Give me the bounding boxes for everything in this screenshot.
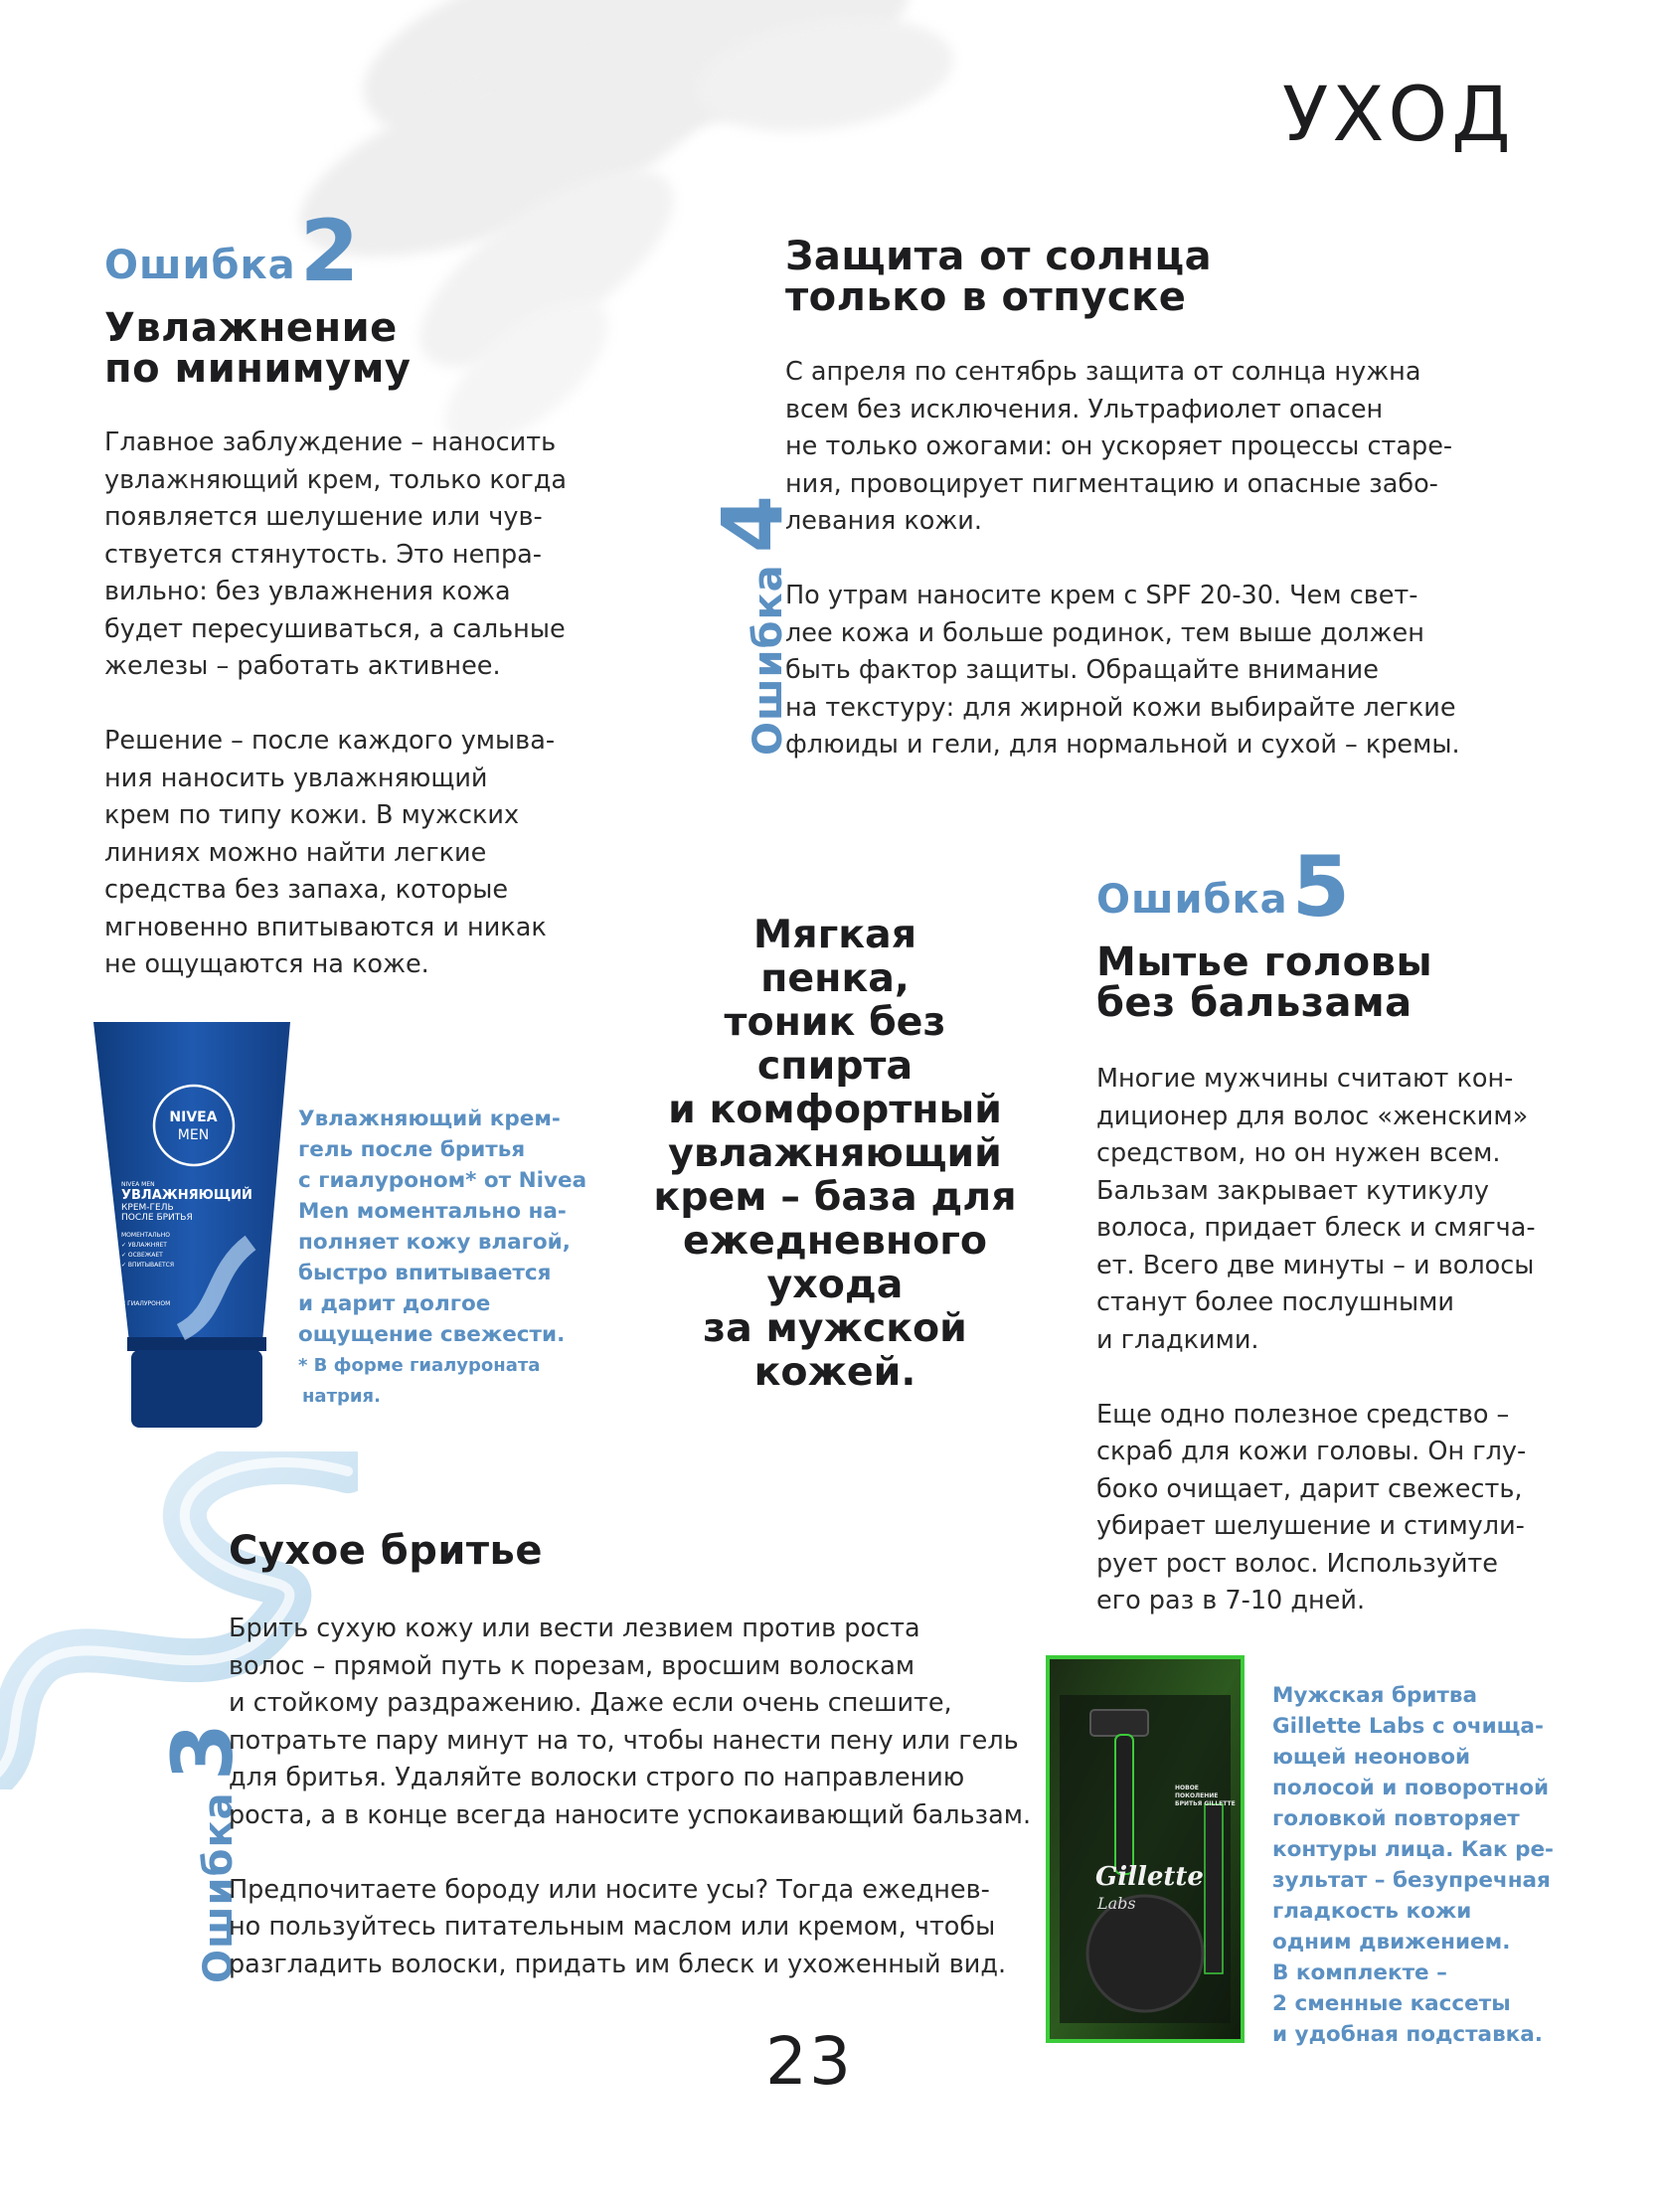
nivea-label-text: NIVEA MEN УВЛАЖНЯЮЩИЙ КРЕМ-ГЕЛЬ ПОСЛЕ БРИТЬЯ МОМЕНТАЛЬНО ✓ УВЛАЖНЯЕТ ✓ ОСВЕЖАЕТ ✓ ВПИТЫВАЕТСЯ С ГИАЛУРОНОМ — [121, 1181, 252, 1307]
mistake-4-heading: Защита от солнца только в отпуске — [785, 234, 1213, 320]
mistake-4-paragraph: С апреля по сентябрь защита от солнца нужна всем без исключения. Ультрафиолет опасен не только ожогами: он ускоряет процессы старе- ния, провоцирует пигментацию и опасные забо- левания кожи. — [785, 357, 1453, 536]
mistake-2-heading: Увлажнение по минимуму — [104, 305, 412, 392]
mistake-4-body — [785, 354, 1481, 801]
gillette-razor-box-icon — [1046, 1655, 1245, 2043]
gillette-product-image — [1046, 1655, 1245, 2043]
mistake-3-body — [229, 1611, 1032, 2021]
mistake-5-heading: Мытье головы без бальзама — [1096, 939, 1433, 1026]
mistake-5-body — [1096, 1061, 1574, 1657]
gillette-sub-brand: Labs — [1097, 1894, 1136, 1913]
mistake-2-body — [104, 425, 582, 1021]
mistake-5-paragraph: Многие мужчины считают кон- диционер для волос «женским» средством, но он нужен всем. Бальзам закрывает кутикулу волоса, придает блеск и смягча- ет. Всего две минуты – и волосы станут более послушными и гладкими. — [1096, 1064, 1536, 1355]
nivea-caption: Увлажняющий крем- гель после бритья с гиалуроном* от Nivea Men моментально на- полняет кожу влагой, быстро впитывается и дарит долгое ощущение свежести. * В форме гиалуроната натрия. — [298, 1104, 586, 1412]
mistake-3-vertical-label: Ошибка 3 — [154, 1722, 251, 1983]
mistake-3-paragraph: Брить сухую кожу или вести лезвием против роста волос – прямой путь к порезам, вросшим волоскам и стойкому раздражению. Даже если очень спешите, потратьте пару минут на то, чтобы нанести пену или гель для бритья. Удаляйте волоски строго по направлению роста, а в конце всегда наносите успокаивающий бальзам. — [229, 1614, 1032, 1830]
gillette-brand-logo: Gillette — [1095, 1862, 1204, 1892]
mistake-5-label: Ошибка — [1096, 877, 1288, 923]
pull-quote: Мягкая пенка, тоник без спирта и комфортный увлажняющий крем – база для ежедневного ухода за мужской кожей. — [653, 912, 1017, 1395]
nivea-product-image — [91, 1014, 295, 1432]
mistake-2-paragraph: Главное заблуждение – наносить увлажняющий крем, только когда появляется шелушение или чув- ствуется стянутость. Это непра- вильно: без увлажнения кожа будет пересушиваться, а сальные железы – работать активнее. — [104, 427, 568, 681]
mistake-5-number: 5 — [1291, 838, 1351, 936]
mistake-5-paragraph: Еще одно полезное средство – скраб для кожи головы. Он глу- боко очищает, дарит свежесть, убирает шелушение и стимули- рует рост волос. Используйте его раз в 7-10 дней. — [1096, 1399, 1527, 1616]
page-number: 23 — [765, 2023, 853, 2100]
mistake-4-vertical-label: Ошибка 4 — [704, 494, 801, 756]
mistake-5-block — [1096, 838, 1351, 936]
mistake-2-number: 2 — [299, 202, 360, 301]
mistake-2-paragraph: Решение – после каждого умыва- ния наносить увлажняющий крем по типу кожи. В мужских линиях можно найти легкие средства без запаха, которые мгновенно впитываются и никак не ощущаются на коже. — [104, 726, 556, 979]
nivea-footnote: * В форме гиалуроната натрия. — [298, 1355, 541, 1407]
mistake-3-paragraph: Предпочитаете бороду или носите усы? Тогда ежеднев- но пользуйтесь питательным маслом или кремом, чтобы разгладить волоски, придать им блеск и ухоженный вид. — [229, 1874, 1007, 1979]
mistake-4-paragraph: По утрам наносите крем с SPF 20-30. Чем свет- лее кожа и больше родинок, тем выше должен быть фактор защиты. Обращайте внимание на текстуру: для жирной кожи выбирайте легкие флюиды и гели, для нормальной и сухой – кремы. — [785, 581, 1460, 760]
mistake-3-heading: Сухое бритье — [229, 1528, 543, 1574]
nivea-brand-text: NIVEA MEN — [169, 1109, 218, 1143]
section-title: УХОД — [1282, 70, 1515, 158]
mistake-2-label: Ошибка — [104, 243, 296, 288]
gillette-caption: Мужская бритва Gillette Labs с очища- ющей неоновой полосой и поворотной головкой повторяет контуры лица. Как ре- зультат – безупречная гладкость кожи одним движением. В комплекте – 2 сменные кассеты и удобная подставка. — [1272, 1683, 1554, 2047]
mistake-2-block — [104, 202, 360, 301]
gillette-box-text: НОВОЕ ПОКОЛЕНИЕ БРИТЬЯ GILLETTE — [1175, 1785, 1236, 1807]
